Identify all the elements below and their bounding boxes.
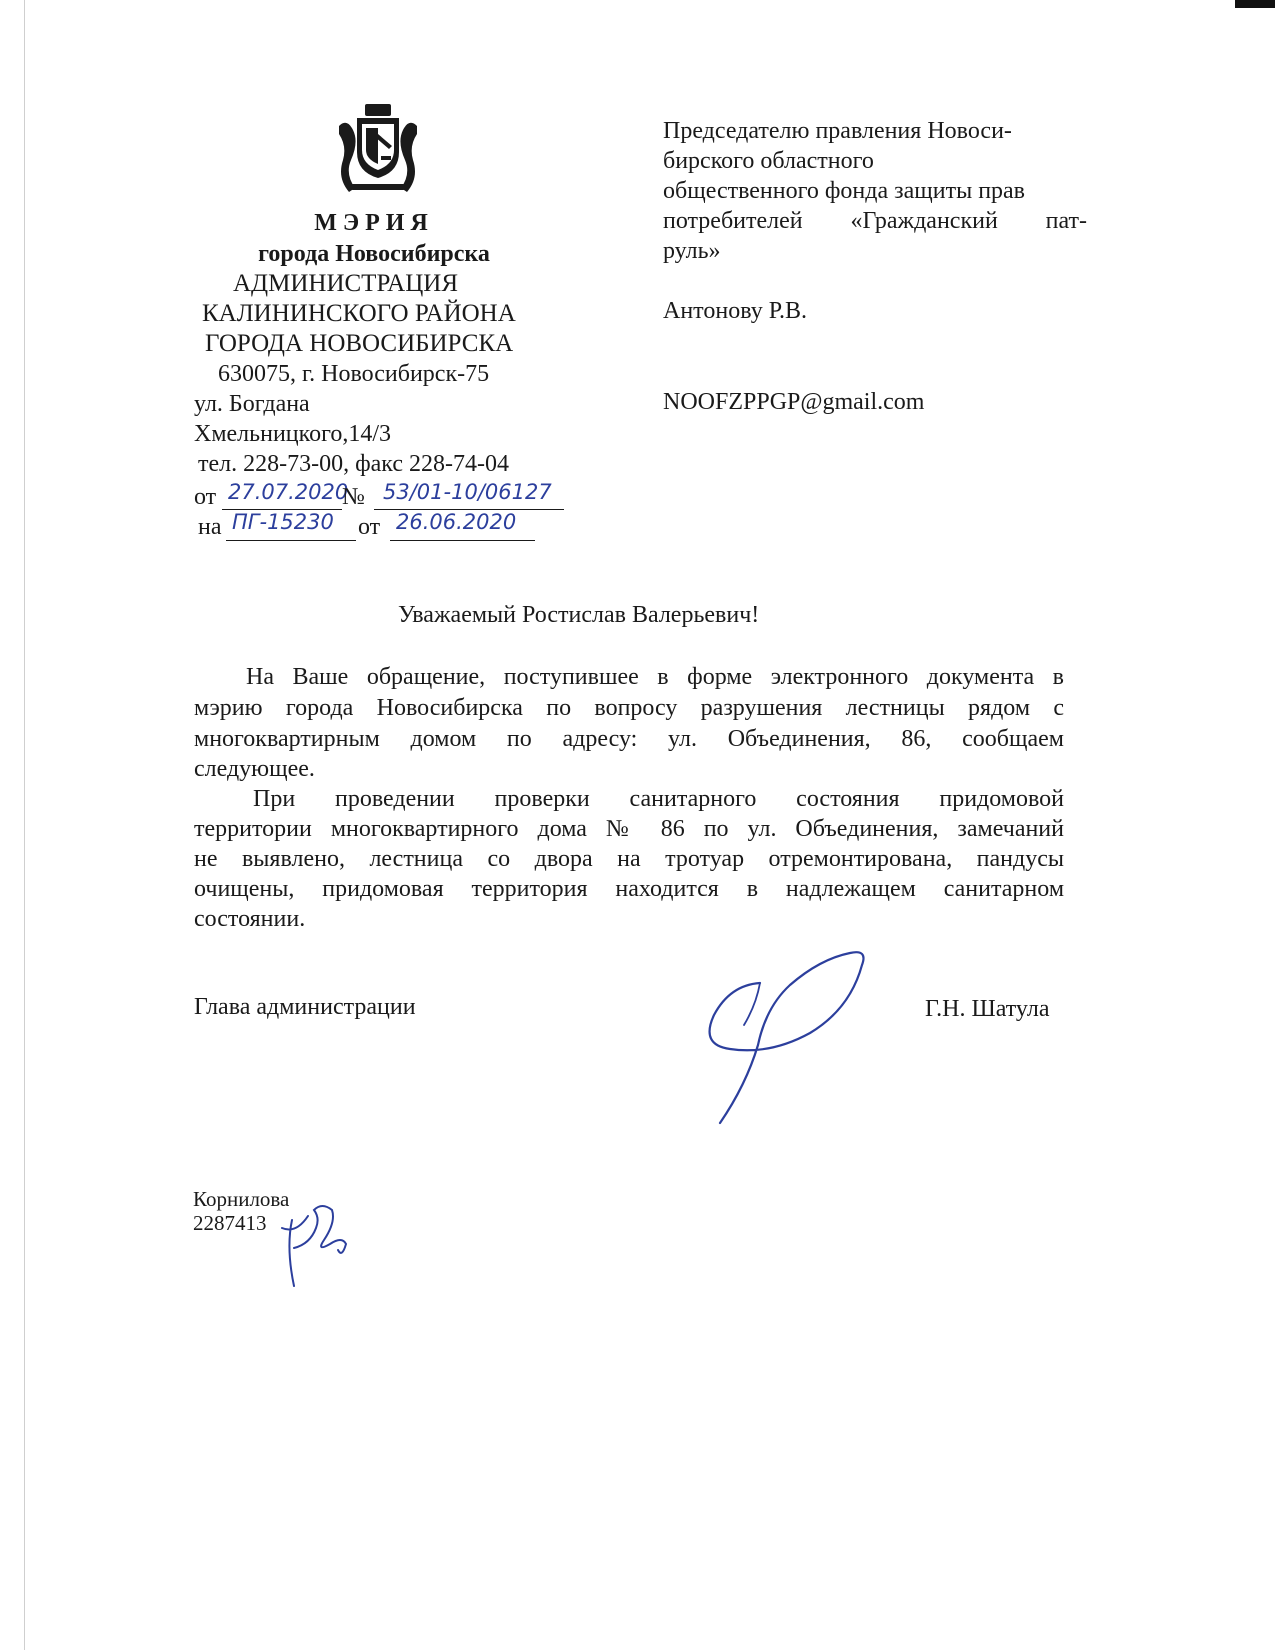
- paragraph-1-line-2: мэрию города Новосибирска по вопросу разрушения лестницы рядом с: [194, 695, 1064, 721]
- handwritten-ref-date: 26.06.2020: [396, 510, 517, 534]
- recipient-line-3: общественного фонда защиты прав: [663, 178, 1026, 204]
- paragraph-2-line-1: При проведении проверки санитарного состояния придомовой: [253, 786, 1064, 812]
- handwritten-signature: [700, 945, 880, 1130]
- org-title: МЭРИЯ: [314, 210, 434, 236]
- org-city: города Новосибирска: [258, 241, 490, 267]
- executor-initials-signature: [276, 1198, 356, 1290]
- handwritten-ref-number: ПГ-15230: [232, 510, 334, 534]
- scan-edge-mark: [1235, 0, 1275, 8]
- number-label: №: [342, 484, 365, 510]
- from-label: от: [194, 484, 217, 510]
- recipient-line-2: бирского областного: [663, 148, 874, 174]
- executor-phone: 2287413: [193, 1211, 267, 1235]
- recipient-line-5: руль»: [663, 238, 721, 264]
- salutation: Уважаемый Ростислав Валерьевич!: [398, 602, 760, 628]
- admin-line-3: ГОРОДА НОВОСИБИРСКА: [205, 330, 514, 357]
- paragraph-1-line-3: многоквартирным домом по адресу: ул. Объединения, 86, сообщаем: [194, 726, 1064, 752]
- reply-label: на: [198, 514, 222, 540]
- signer-name: Г.Н. Шатула: [925, 996, 1050, 1022]
- handwritten-number: 53/01-10/06127: [383, 480, 552, 504]
- admin-line-1: АДМИНИСТРАЦИЯ: [233, 270, 458, 297]
- recipient-name: Антонову Р.В.: [663, 298, 808, 324]
- ref-number-underline: [226, 540, 356, 541]
- reply-from-label: от: [358, 514, 381, 540]
- admin-line-2: КАЛИНИНСКОГО РАЙОНА: [202, 300, 516, 327]
- recipient-email: NOOFZPPGP@gmail.com: [663, 389, 925, 415]
- paragraph-1-line-1: На Ваше обращение, поступившее в форме электронного документа в: [246, 664, 1064, 690]
- address-line-1: 630075, г. Новосибирск-75: [218, 361, 490, 387]
- executor-name: Корнилова: [193, 1187, 290, 1211]
- recipient-line-1: Председателю правления Новоси-: [663, 118, 1012, 144]
- ref-date-underline: [390, 540, 535, 541]
- paragraph-2-line-4: очищены, придомовая территория находится в надлежащем санитарном: [194, 876, 1064, 902]
- recipient-line-4: потребителей «Гражданский пат-: [663, 208, 1087, 234]
- paragraph-1-line-4: следующее.: [194, 756, 315, 782]
- city-coat-of-arms-icon: [335, 104, 421, 196]
- paragraph-2-line-2: территории многоквартирного дома № 86 по ул. Объединения, замечаний: [194, 816, 1064, 842]
- address-line-2: ул. Богдана: [194, 391, 310, 417]
- address-line-3: Хмельницкого,14/3: [194, 421, 391, 447]
- signer-position: Глава администрации: [194, 994, 416, 1020]
- handwritten-date: 27.07.2020: [228, 480, 349, 504]
- paragraph-2-line-3: не выявлено, лестница со двора на тротуар отремонтирована, пандусы: [194, 846, 1064, 872]
- phone-fax-line: тел. 228-73-00, факс 228-74-04: [198, 451, 510, 477]
- paragraph-2-line-5: состоянии.: [194, 906, 306, 932]
- scan-page-edge: [24, 0, 25, 1650]
